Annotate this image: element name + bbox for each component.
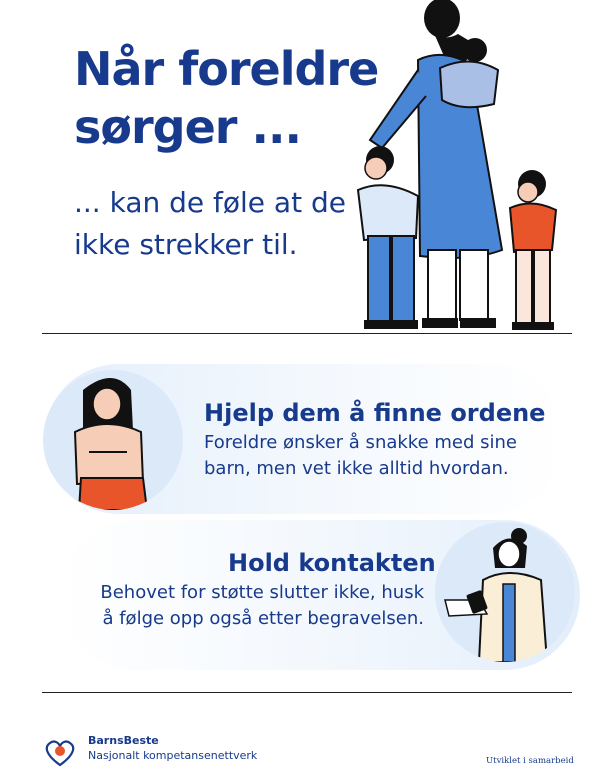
section-body-find-words: Foreldre ønsker å snakke med sine barn, men vet ikke alltid hvordan. bbox=[204, 432, 517, 479]
page-title: Når foreldre sørger ... bbox=[74, 42, 379, 154]
footer-collaboration-note: Utviklet i samarbeid bbox=[486, 756, 574, 766]
page-subtitle: ... kan de føle at de ikke strekker til. bbox=[74, 186, 346, 261]
divider-top bbox=[42, 333, 572, 334]
worried-woman-illustration bbox=[43, 370, 183, 510]
footer-brand: BarnsBeste bbox=[88, 734, 159, 747]
section-title-keep-contact: Hold kontakten bbox=[228, 549, 436, 577]
family-illustration bbox=[330, 0, 580, 336]
woman-with-phone-illustration bbox=[435, 522, 575, 662]
footer-brand-subtitle: Nasjonalt kompetansenettverk bbox=[88, 749, 258, 762]
section-body-keep-contact: Behovet for støtte slutter ikke, husk å følge opp også etter begravelsen. bbox=[100, 582, 424, 629]
section-title-find-words: Hjelp dem å finne ordene bbox=[204, 399, 546, 427]
barnsbeste-heart-logo-icon bbox=[42, 735, 78, 771]
divider-bottom bbox=[42, 692, 572, 693]
